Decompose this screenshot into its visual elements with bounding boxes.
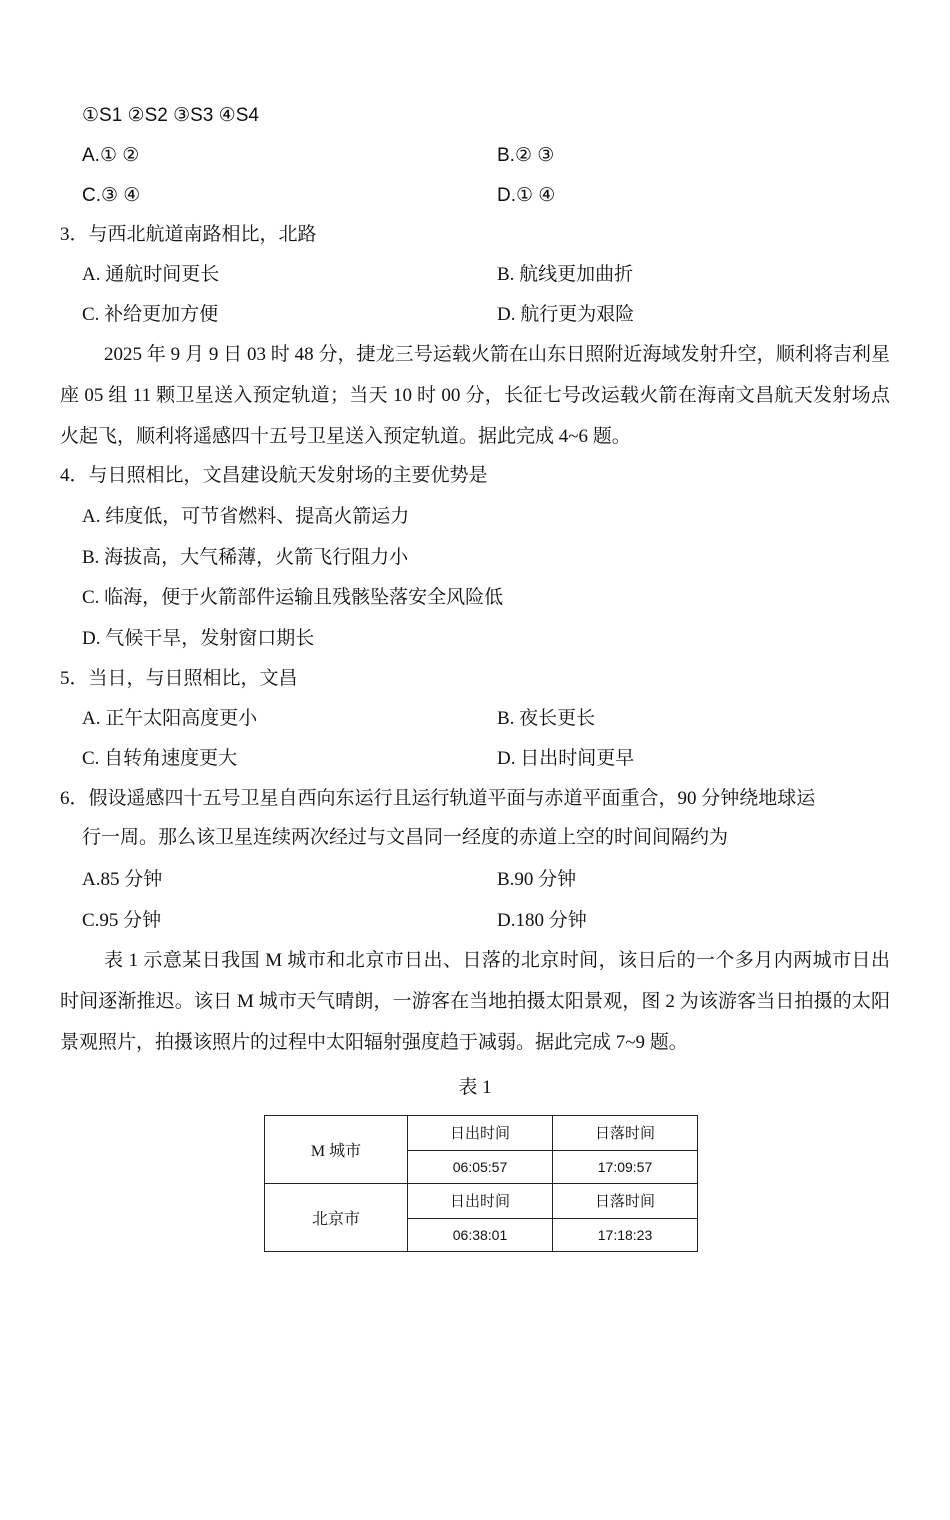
q5-option-d: D. 日出时间更早 bbox=[497, 748, 635, 769]
sunset-header: 日落时间 bbox=[553, 1116, 698, 1151]
q4-option-d: D. 气候干旱，发射窗口期长 bbox=[82, 628, 315, 649]
q5-option-a: A. 正午太阳高度更小 bbox=[82, 708, 258, 729]
sunrise-header: 日出时间 bbox=[408, 1116, 553, 1151]
q3-option-d: D. 航行更为艰险 bbox=[497, 304, 635, 325]
city-beijing-cell: 北京市 bbox=[265, 1184, 408, 1252]
table-row bbox=[265, 1116, 698, 1151]
beijing-sunset-cell: 17:18:23 bbox=[553, 1218, 698, 1252]
m-sunrise-cell: 06:05:57 bbox=[408, 1150, 553, 1184]
q5-option-b: B. 夜长更长 bbox=[497, 708, 596, 729]
q6-option-c: C.95 分钟 bbox=[82, 910, 162, 931]
beijing-sunrise-cell: 06:38:01 bbox=[408, 1218, 553, 1252]
table-row bbox=[265, 1184, 698, 1219]
q5-stem: 5．当日，与日照相比，文昌 bbox=[60, 668, 298, 689]
passage-rocket-launch: 2025 年 9 月 9 日 03 时 48 分，捷龙三号运载火箭在山东日照附近海域发射升空，顺利将吉利星座 05 组 11 颗卫星送入预定轨道；当天 10 时 00 分，长征七号改运载火箭在海南文昌航天发射场点火起飞，顺利将遥感四十五号卫星送入预定轨道。据此完成 4~6 题。 bbox=[60, 344, 890, 447]
q4-stem: 4．与日照相比，文昌建设航天发射场的主要优势是 bbox=[60, 465, 488, 486]
q6-stem-line2: 行一周。那么该卫星连续两次经过与文昌同一经度的赤道上空的时间间隔约为 bbox=[82, 827, 729, 848]
m-sunset-cell: 17:09:57 bbox=[553, 1150, 698, 1184]
q2-option-b: B.② ③ bbox=[497, 145, 555, 166]
q6-stem-line1: 6．假设遥感四十五号卫星自西向东运行且运行轨道平面与赤道平面重合，90 分钟绕地球运 bbox=[60, 788, 816, 809]
q3-stem: 3．与西北航道南路相比，北路 bbox=[60, 224, 317, 245]
sunrise-sunset-table bbox=[264, 1115, 698, 1252]
q6-option-a: A.85 分钟 bbox=[82, 869, 163, 890]
q3-option-c: C. 补给更加方便 bbox=[82, 304, 219, 325]
q2-option-d: D.① ④ bbox=[497, 185, 556, 206]
q3-option-a: A. 通航时间更长 bbox=[82, 264, 220, 285]
q2-items: ①S1 ②S2 ③S3 ④S4 bbox=[82, 105, 259, 126]
sunrise-header: 日出时间 bbox=[408, 1184, 553, 1219]
q3-option-b: B. 航线更加曲折 bbox=[497, 264, 634, 285]
q2-option-a: A.① ② bbox=[82, 145, 140, 166]
q4-option-b: B. 海拔高，大气稀薄，火箭飞行阻力小 bbox=[82, 547, 409, 568]
city-m-cell: M 城市 bbox=[265, 1116, 408, 1184]
q2-option-c: C.③ ④ bbox=[82, 185, 141, 206]
q6-option-d: D.180 分钟 bbox=[497, 910, 587, 931]
q6-option-b: B.90 分钟 bbox=[497, 869, 577, 890]
q4-option-a: A. 纬度低，可节省燃料、提高火箭运力 bbox=[82, 506, 410, 527]
sunset-header: 日落时间 bbox=[553, 1184, 698, 1219]
passage-sunrise-table: 表 1 示意某日我国 M 城市和北京市日出、日落的北京时间，该日后的一个多月内两城市日出时间逐渐推迟。该日 M 城市天气晴朗，一游客在当地拍摄太阳景观，图 2 为该游客当日拍摄的太阳景观照片，拍摄该照片的过程中太阳辐射强度趋于减弱。据此完成 7~9 题。 bbox=[60, 950, 890, 1053]
q5-option-c: C. 自转角速度更大 bbox=[82, 748, 238, 769]
q4-option-c: C. 临海，便于火箭部件运输且残骸坠落安全风险低 bbox=[82, 587, 504, 608]
table-caption: 表 1 bbox=[458, 1077, 492, 1098]
